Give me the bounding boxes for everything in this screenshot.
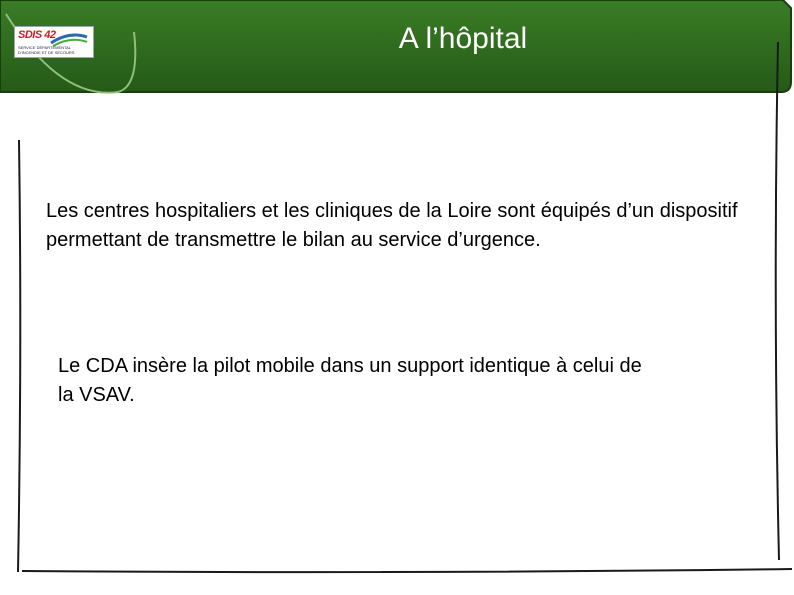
sdis-logo [14, 26, 94, 58]
logo-name: SDIS 42 [18, 29, 56, 41]
slide-title: A l’hôpital [398, 22, 528, 55]
body-paragraph: Les centres hospitaliers et les cliniques de la Loire sont équipés d’un dispositif permettant de transmettre le bilan au service d’urgence. [46, 200, 738, 251]
body-paragraph: Le CDA insère la pilot mobile dans un support identique à celui de la VSAV. [58, 355, 642, 406]
logo-subtitle: SERVICE DÉPARTEMENTAL D'INCENDIE ET DE SECOURS [18, 45, 75, 55]
